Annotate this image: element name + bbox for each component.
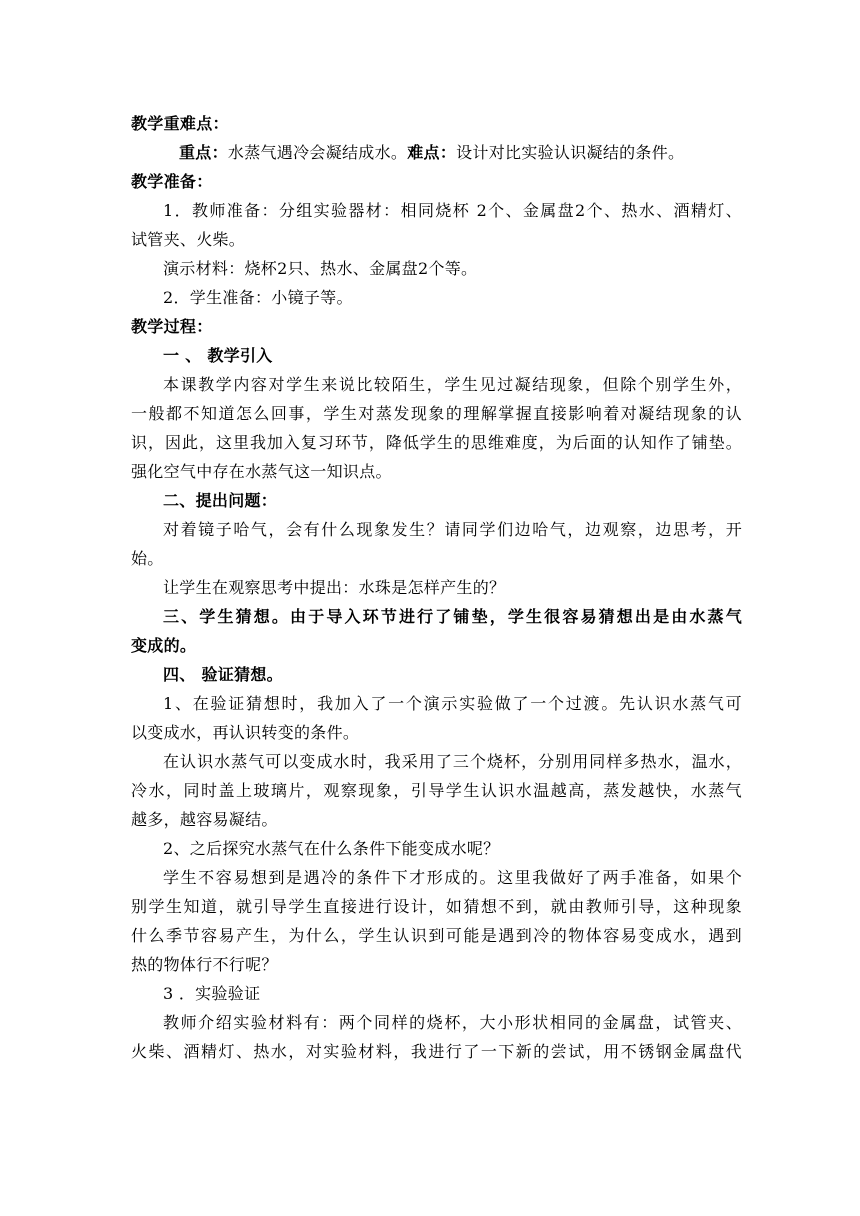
section-title: 三、学生猜想。由于导入环节进行了铺垫，学生很容易猜想出是由水蒸气: [163, 607, 742, 626]
focus-line: [131, 138, 742, 167]
focus-label: 重点：: [179, 143, 228, 162]
section-title: 一 、 教学引入: [163, 346, 273, 365]
paragraph-line: 2、之后探究水蒸气在什么条件下能变成水呢？: [163, 839, 500, 858]
paragraph-line: 变成的。: [131, 636, 197, 655]
paragraph-line: 始。: [131, 549, 164, 568]
paragraph-line: 识，因此，这里我加入复习环节，降低学生的思维难度，为后面的认知作了铺垫。: [131, 433, 742, 452]
paragraph-line: 越多，越容易凝结。: [131, 810, 278, 829]
paragraph-line: 2．学生准备：小镜子等。: [163, 288, 353, 307]
focus-text: 水蒸气遇冷会凝结成水。: [227, 143, 408, 162]
difficulty-label: 难点：: [407, 143, 457, 162]
paragraph-line: 3 ．实验验证: [163, 984, 261, 1003]
paragraph-line: 本课教学内容对学生来说比较陌生，学生见过凝结现象，但除个别学生外，: [163, 375, 742, 394]
difficulty-text: 设计对比实验认识凝结的条件。: [456, 143, 685, 162]
paragraph-line: 什么季节容易产生，为什么，学生认识到可能是遇到冷的物体容易变成水，遇到: [131, 926, 742, 945]
heading-teaching-difficulty: 教学重难点：: [131, 114, 229, 133]
heading-teaching-prep: 教学准备：: [131, 172, 213, 191]
paragraph-line: 火柴、酒精灯、热水，对实验材料，我进行了一下新的尝试，用不锈钢金属盘代: [131, 1042, 742, 1061]
paragraph-line: 一般都不知道怎么回事，学生对蒸发现象的理解掌握直接影响着对凝结现象的认: [131, 404, 742, 423]
paragraph-line: 热的物体行不行呢？: [131, 955, 278, 974]
paragraph-line: 对着镜子哈气，会有什么现象发生？请同学们边哈气，边观察，边思考，开: [163, 520, 742, 539]
section-title: 二、提出问题：: [163, 491, 278, 510]
paragraph-line: 以变成水，再认识转变的条件。: [131, 723, 360, 742]
section-title: 四、 验证猜想。: [163, 665, 283, 684]
paragraph-line: 教师介绍实验材料有：两个同样的烧杯，大小形状相同的金属盘，试管夹、: [163, 1013, 742, 1032]
paragraph-line: 1．教师准备：分组实验器材：相同烧杯 2个、金属盘2个、热水、酒精灯、: [163, 201, 742, 220]
paragraph-line: 试管夹、火柴。: [131, 230, 246, 249]
paragraph-line: 让学生在观察思考中提出：水珠是怎样产生的？: [163, 578, 506, 597]
paragraph-line: 冷水，同时盖上玻璃片，观察现象，引导学生认识水温越高，蒸发越快，水蒸气: [131, 781, 742, 800]
paragraph-line: 强化空气中存在水蒸气这一知识点。: [131, 462, 392, 481]
paragraph-line: 别学生知道，就引导学生直接进行设计，如猜想不到，就由教师引导，这种现象: [131, 897, 742, 916]
paragraph-line: 1、在验证猜想时，我加入了一个演示实验做了一个过渡。先认识水蒸气可: [163, 694, 742, 713]
paragraph-line: 学生不容易想到是遇冷的条件下才形成的。这里我做好了两手准备，如果个: [163, 868, 742, 887]
paragraph-line: 在认识水蒸气可以变成水时，我采用了三个烧杯，分别用同样多热水，温水，: [163, 752, 742, 771]
paragraph-line: 演示材料：烧杯2只、热水、金属盘2个等。: [163, 259, 478, 278]
heading-teaching-process: 教学过程：: [131, 317, 213, 336]
